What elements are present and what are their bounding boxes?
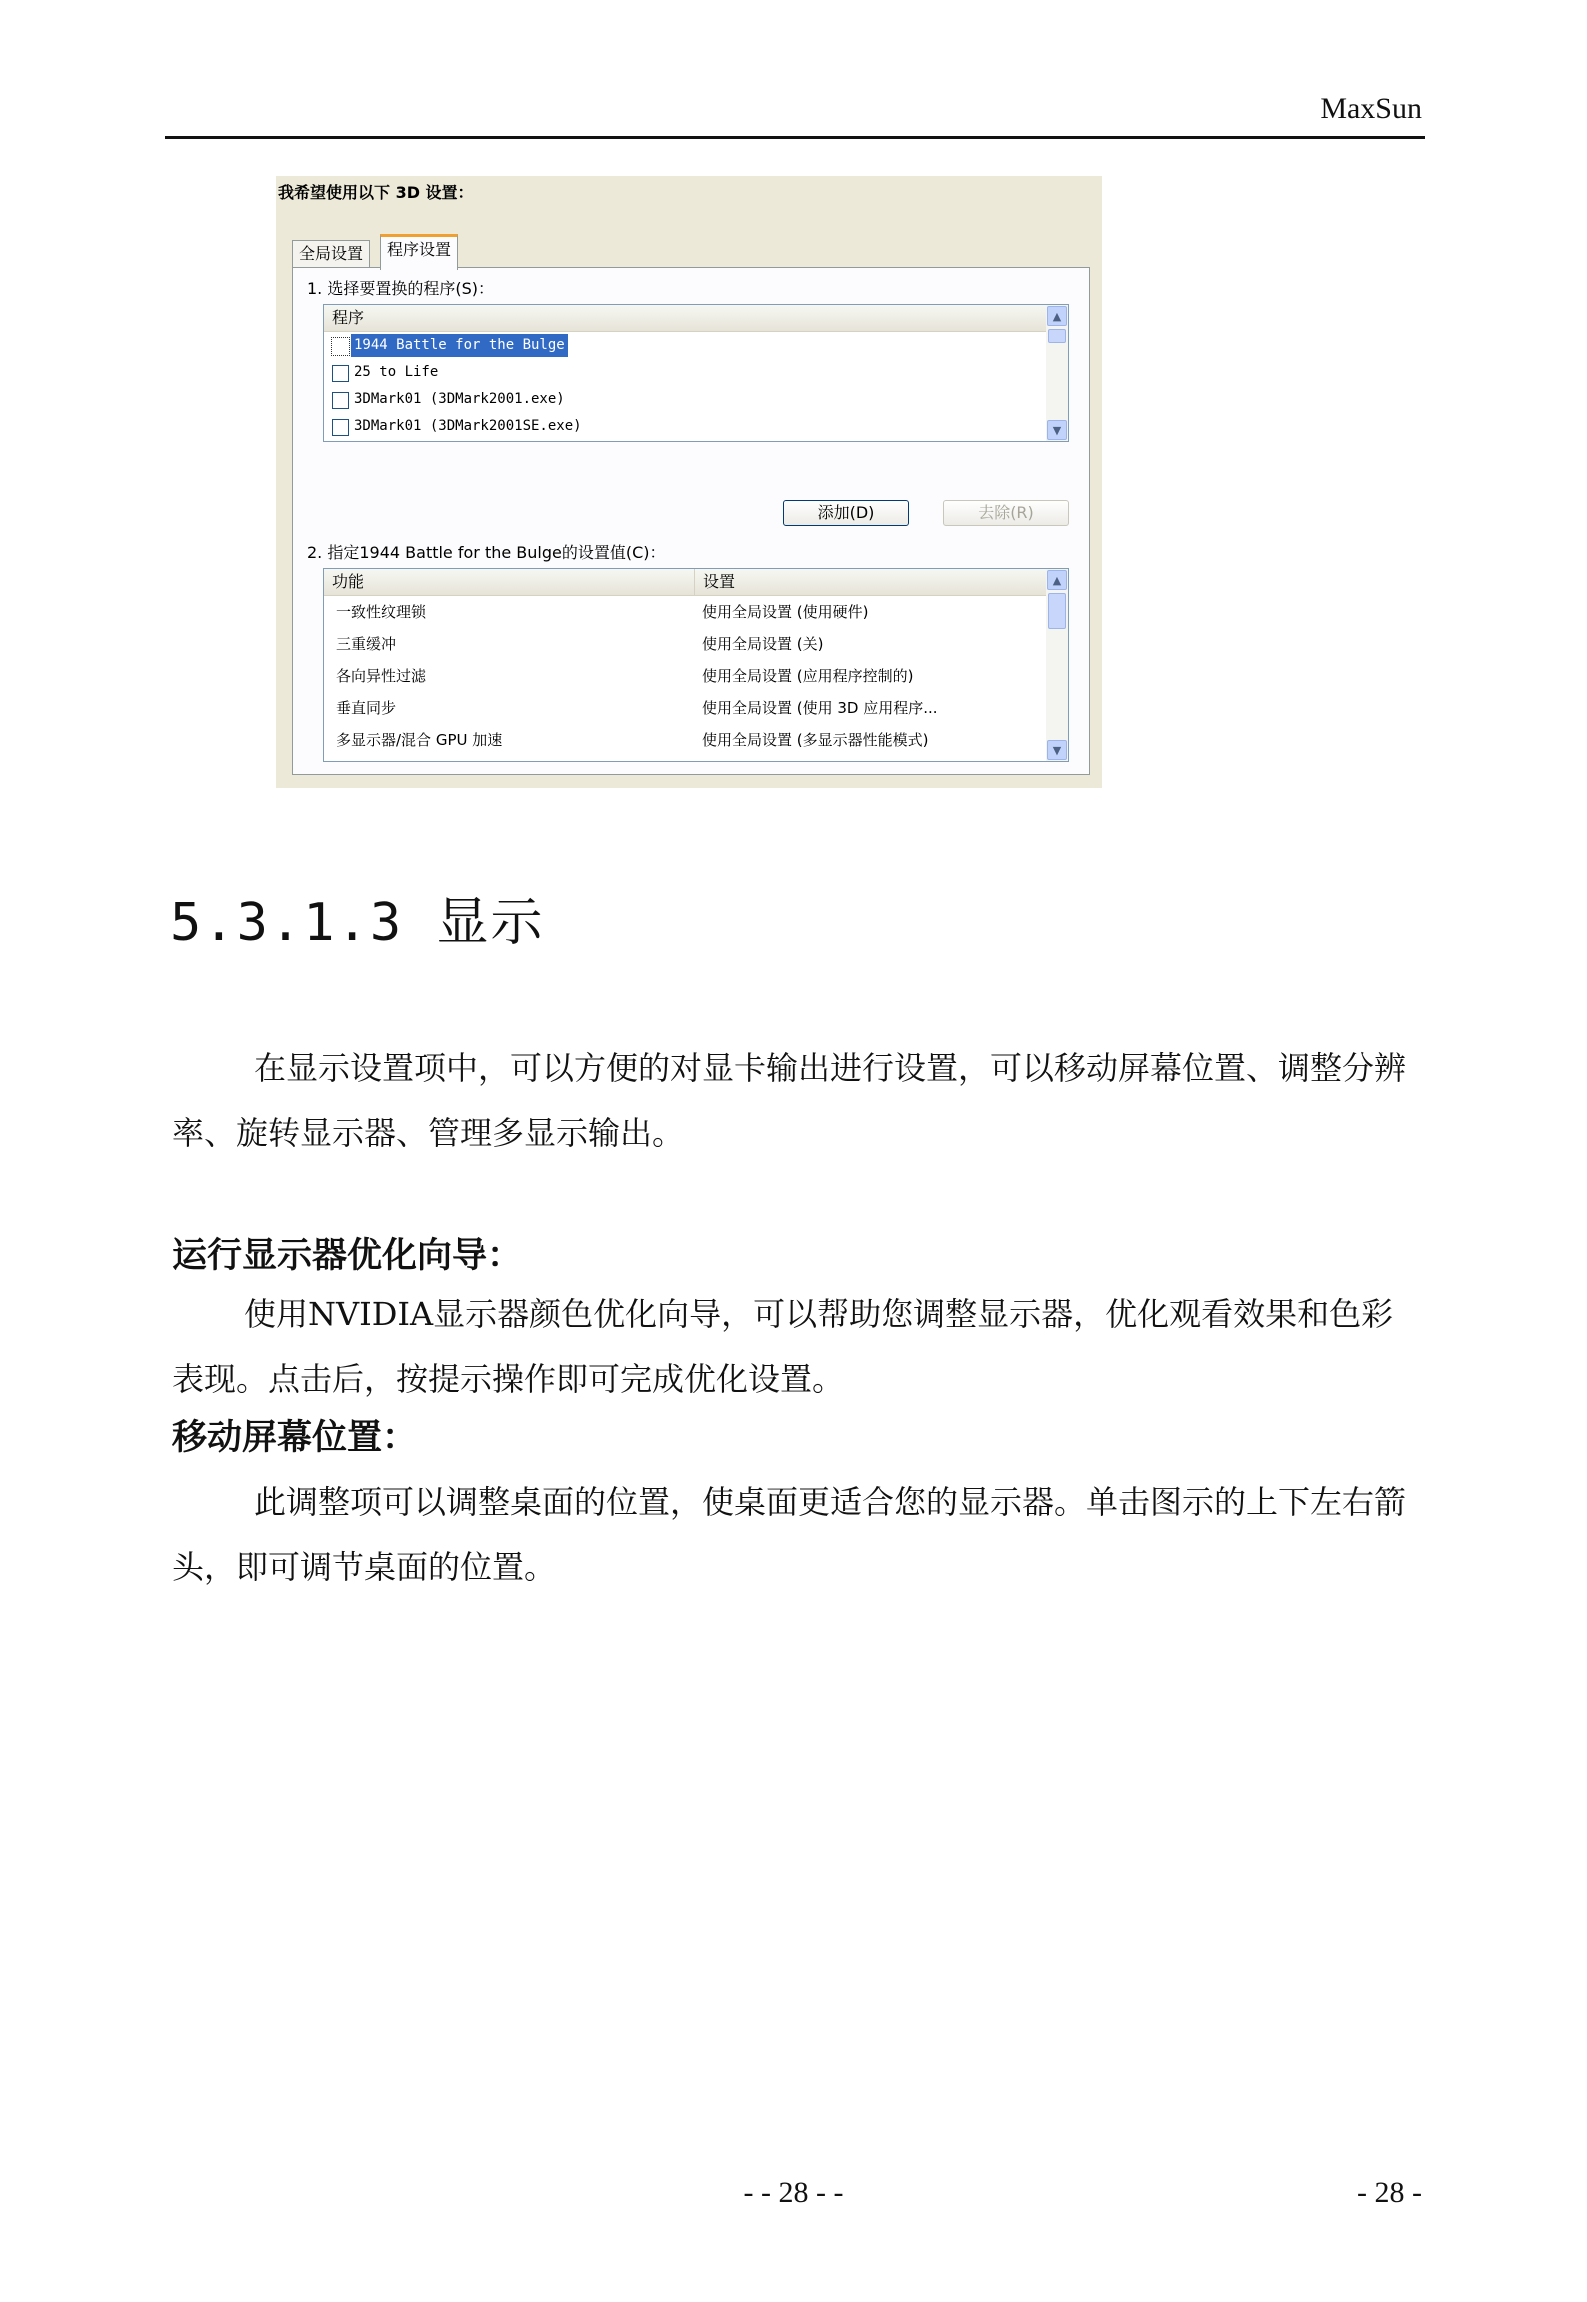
scroll-thumb[interactable] bbox=[1048, 593, 1066, 629]
scroll-up-icon[interactable]: ▲ bbox=[1047, 306, 1067, 326]
program-list[interactable] bbox=[323, 304, 1069, 442]
screenshot-title: 我希望使用以下 3D 设置： bbox=[278, 183, 474, 202]
scroll-down-icon[interactable]: ▼ bbox=[1047, 740, 1067, 760]
wizard-heading: 运行显示器优化向导： bbox=[172, 1236, 523, 1276]
program-icon bbox=[332, 338, 349, 355]
wizard-paragraph: 使用NVIDIA显示器颜色优化向导，可以帮助您调整显示器，优化观看效果和色彩表现。点击后，按提示操作即可完成优化设置。 bbox=[172, 1295, 1394, 1398]
tab-program-settings[interactable]: 程序设置 bbox=[380, 234, 458, 270]
feature-name: 三重缓冲 bbox=[336, 635, 397, 653]
program-icon bbox=[332, 365, 349, 382]
specify-settings-label: 2. 指定1944 Battle for the Bulge的设置值(C)： bbox=[307, 543, 666, 562]
feature-row[interactable] bbox=[324, 692, 1068, 724]
scroll-up-icon[interactable]: ▲ bbox=[1047, 570, 1067, 590]
tab-global-settings[interactable]: 全局设置 bbox=[292, 240, 370, 267]
screen-position-heading: 移动屏幕位置： bbox=[172, 1418, 418, 1458]
feature-value: 使用全局设置 (应用程序控制的) bbox=[702, 667, 914, 685]
add-button[interactable]: 添加(D) bbox=[783, 500, 909, 526]
feature-value: 使用全局设置 (多显示器性能模式) bbox=[702, 731, 929, 749]
feature-row[interactable] bbox=[324, 724, 1068, 756]
program-name: 1944 Battle for the Bulge bbox=[351, 334, 568, 357]
scroll-thumb[interactable] bbox=[1048, 329, 1066, 343]
feature-list-scrollbar[interactable] bbox=[1046, 569, 1068, 761]
feature-row[interactable] bbox=[324, 596, 1068, 628]
program-name: 3DMark01 (3DMark2001.exe) bbox=[354, 391, 565, 407]
brand-name: MaxSun bbox=[1320, 92, 1422, 125]
program-row[interactable] bbox=[324, 413, 1068, 440]
program-row[interactable] bbox=[324, 359, 1068, 386]
feature-name: 多显示器/混合 GPU 加速 bbox=[336, 731, 503, 749]
select-program-label: 1. 选择要置换的程序(S)： bbox=[307, 279, 494, 298]
feature-value: 使用全局设置 (使用硬件) bbox=[702, 603, 869, 621]
program-name: 25 to Life bbox=[354, 364, 439, 380]
feature-column-label[interactable]: 功能 bbox=[332, 572, 365, 591]
program-column-header[interactable] bbox=[324, 305, 1068, 332]
program-row[interactable] bbox=[324, 332, 1068, 359]
program-icon bbox=[332, 392, 349, 409]
program-icon bbox=[332, 419, 349, 436]
feature-name: 各向异性过滤 bbox=[336, 667, 427, 685]
feature-row[interactable] bbox=[324, 660, 1068, 692]
program-list-scrollbar[interactable] bbox=[1046, 305, 1068, 441]
feature-row[interactable] bbox=[324, 628, 1068, 660]
intro-paragraph: 在显示设置项中，可以方便的对显卡输出进行设置，可以移动屏幕位置、调整分辨率、旋转显示器、管理多显示输出。 bbox=[172, 1049, 1407, 1152]
screen-position-paragraph: 此调整项可以调整桌面的位置，使桌面更适合您的显示器。单击图示的上下左右箭头，即可调节桌面的位置。 bbox=[172, 1483, 1407, 1586]
program-name: 3DMark01 (3DMark2001SE.exe) bbox=[354, 418, 582, 434]
feature-value: 使用全局设置 (关) bbox=[702, 635, 824, 653]
remove-button[interactable]: 去除(R) bbox=[943, 500, 1069, 526]
program-row[interactable] bbox=[324, 386, 1068, 413]
feature-name: 垂直同步 bbox=[336, 699, 397, 717]
tab-panel bbox=[292, 267, 1090, 775]
setting-column-label[interactable]: 设置 bbox=[694, 569, 735, 595]
scroll-down-icon[interactable]: ▼ bbox=[1047, 420, 1067, 440]
page-number-right: - 28 - bbox=[1357, 2176, 1422, 2209]
settings-screenshot bbox=[276, 176, 1102, 788]
feature-list[interactable] bbox=[323, 568, 1069, 762]
feature-list-header bbox=[324, 569, 1068, 596]
section-heading: 5.3.1.3 显示 bbox=[170, 893, 545, 953]
header-rule bbox=[165, 136, 1425, 139]
page-number: - - 28 - - bbox=[743, 2176, 844, 2209]
program-column-label: 程序 bbox=[332, 308, 365, 327]
feature-value: 使用全局设置 (使用 3D 应用程序... bbox=[702, 699, 938, 717]
feature-name: 一致性纹理锁 bbox=[336, 603, 427, 621]
